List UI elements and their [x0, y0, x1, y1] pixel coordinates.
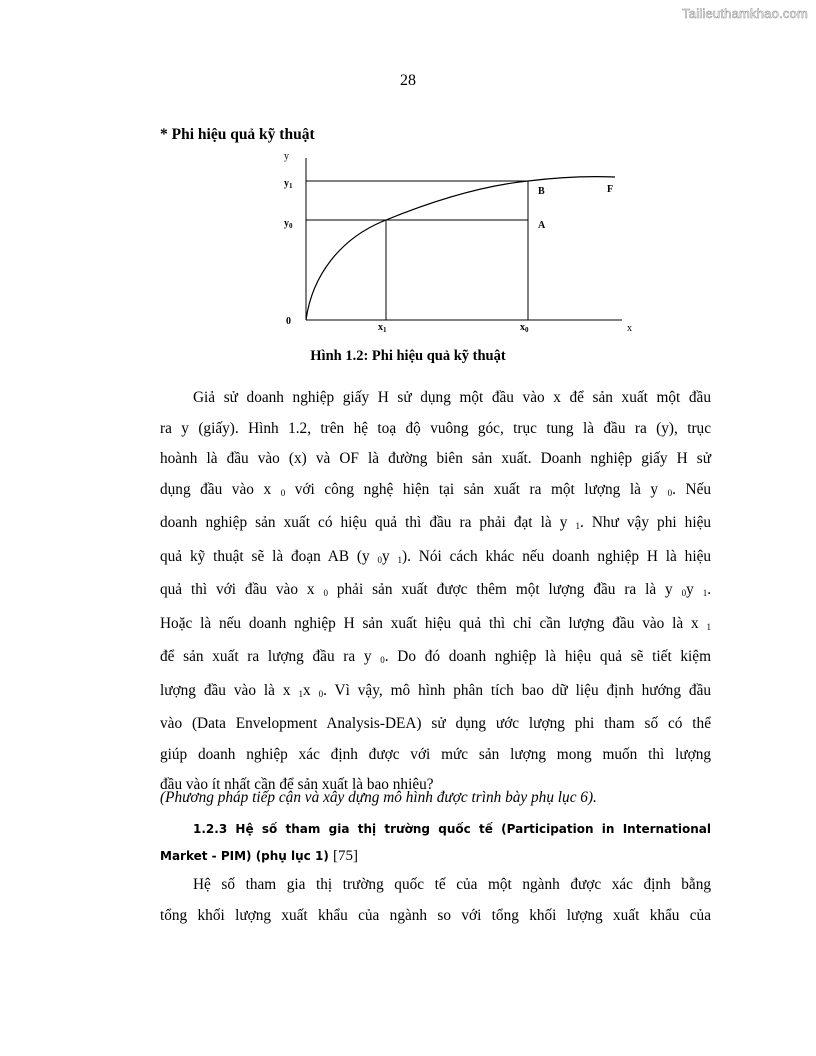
- frontier-f-label: F: [607, 184, 614, 195]
- frontier-figure: [270, 146, 650, 346]
- x-axis-label: x: [627, 323, 632, 334]
- y1-label: $y_1$: [284, 178, 293, 190]
- text-line: quả thì với đầu vào x $_0$ phải sản xuất được thêm một lượng đầu ra là y $_0$y $_1$.: [160, 581, 712, 598]
- text-line: ra y (giấy). Hình 1.2, trên hệ toạ độ vuông góc, trục tung là đầu ra (y), trục: [160, 419, 711, 437]
- figure-caption: Hình 1.2: Phi hiệu quả kỹ thuật: [310, 348, 506, 364]
- text-line: tổng khối lượng xuất khẩu của ngành so với tổng khối lượng xuất khẩu của: [160, 906, 711, 924]
- subheading-line: Market - PIM) (phụ lục 1) [75]: [160, 848, 358, 864]
- text-line: vào (Data Envelopment Analysis-DEA) sử dụng ước lượng phi tham số có thể: [160, 715, 711, 732]
- origin-label: 0: [286, 316, 291, 327]
- point-b-label: B: [538, 186, 545, 197]
- text-line: giúp doanh nghiệp xác định được với mức sản lượng mong muốn thì lượng: [160, 745, 711, 763]
- text-line: để sản xuất ra lượng đầu ra y $_0$. Do đó doanh nghiệp là hiệu quả sẽ tiết kiệm: [160, 648, 711, 665]
- paragraph-technical-inefficiency: [160, 383, 711, 801]
- text-line: đầu vào ít nhất cần để sản xuất là bao nhiêu?: [160, 776, 434, 793]
- text-line: quả kỹ thuật sẽ là đoạn AB (y $_0$y $_1$). Nói cách khác nếu doanh nghiệp H là hiệu: [160, 547, 712, 565]
- text-line: Hoặc là nếu doanh nghiệp H sản xuất hiệu quả thì chỉ cần lượng đầu vào là x $_1$: [160, 614, 711, 632]
- section-heading: * Phi hiệu quả kỹ thuật: [160, 126, 315, 143]
- x1-label: $x_1$: [378, 322, 387, 334]
- subheading-pim: [160, 816, 711, 870]
- page-number: 28: [400, 72, 416, 89]
- method-note: (Phương pháp tiếp cận và xây dựng mô hình được trình bày phụ lục 6).: [160, 789, 597, 806]
- y0-label: $y_0$: [284, 218, 293, 230]
- y-axis-label: y: [284, 151, 289, 162]
- text-line: lượng đầu vào là x $_1$x $_0$. Vì vậy, mô hình phân tích bao dữ liệu định hướng đầu: [160, 681, 712, 699]
- point-a-label: A: [538, 220, 546, 231]
- paragraph-pim: [160, 870, 711, 931]
- subheading-line: 1.2.3 Hệ số tham gia thị trường quốc tế (Participation in International: [193, 822, 711, 836]
- text-line: dụng đầu vào x $_0$ với công nghệ hiện tại sản xuất ra một lượng là y $_0$. Nếu: [160, 480, 712, 498]
- text-line: doanh nghiệp sản xuất có hiệu quả thì đầu ra phải đạt là y $_1$. Như vậy phi hiệu: [160, 514, 712, 531]
- text-line: hoành là đầu vào (x) và OF là đường biên sản xuất. Doanh nghiệp giấy H sử: [160, 450, 711, 467]
- x0-label: $x_0$: [520, 322, 529, 334]
- watermark: Tailieuthamkhao.com: [682, 6, 808, 21]
- text-line: Giả sử doanh nghiệp giấy H sử dụng một đầu vào x để sản xuất một đầu: [193, 389, 711, 406]
- production-frontier-curve: [306, 177, 615, 320]
- text-line: Hệ số tham gia thị trường quốc tế của một ngành được xác định bằng: [193, 876, 711, 893]
